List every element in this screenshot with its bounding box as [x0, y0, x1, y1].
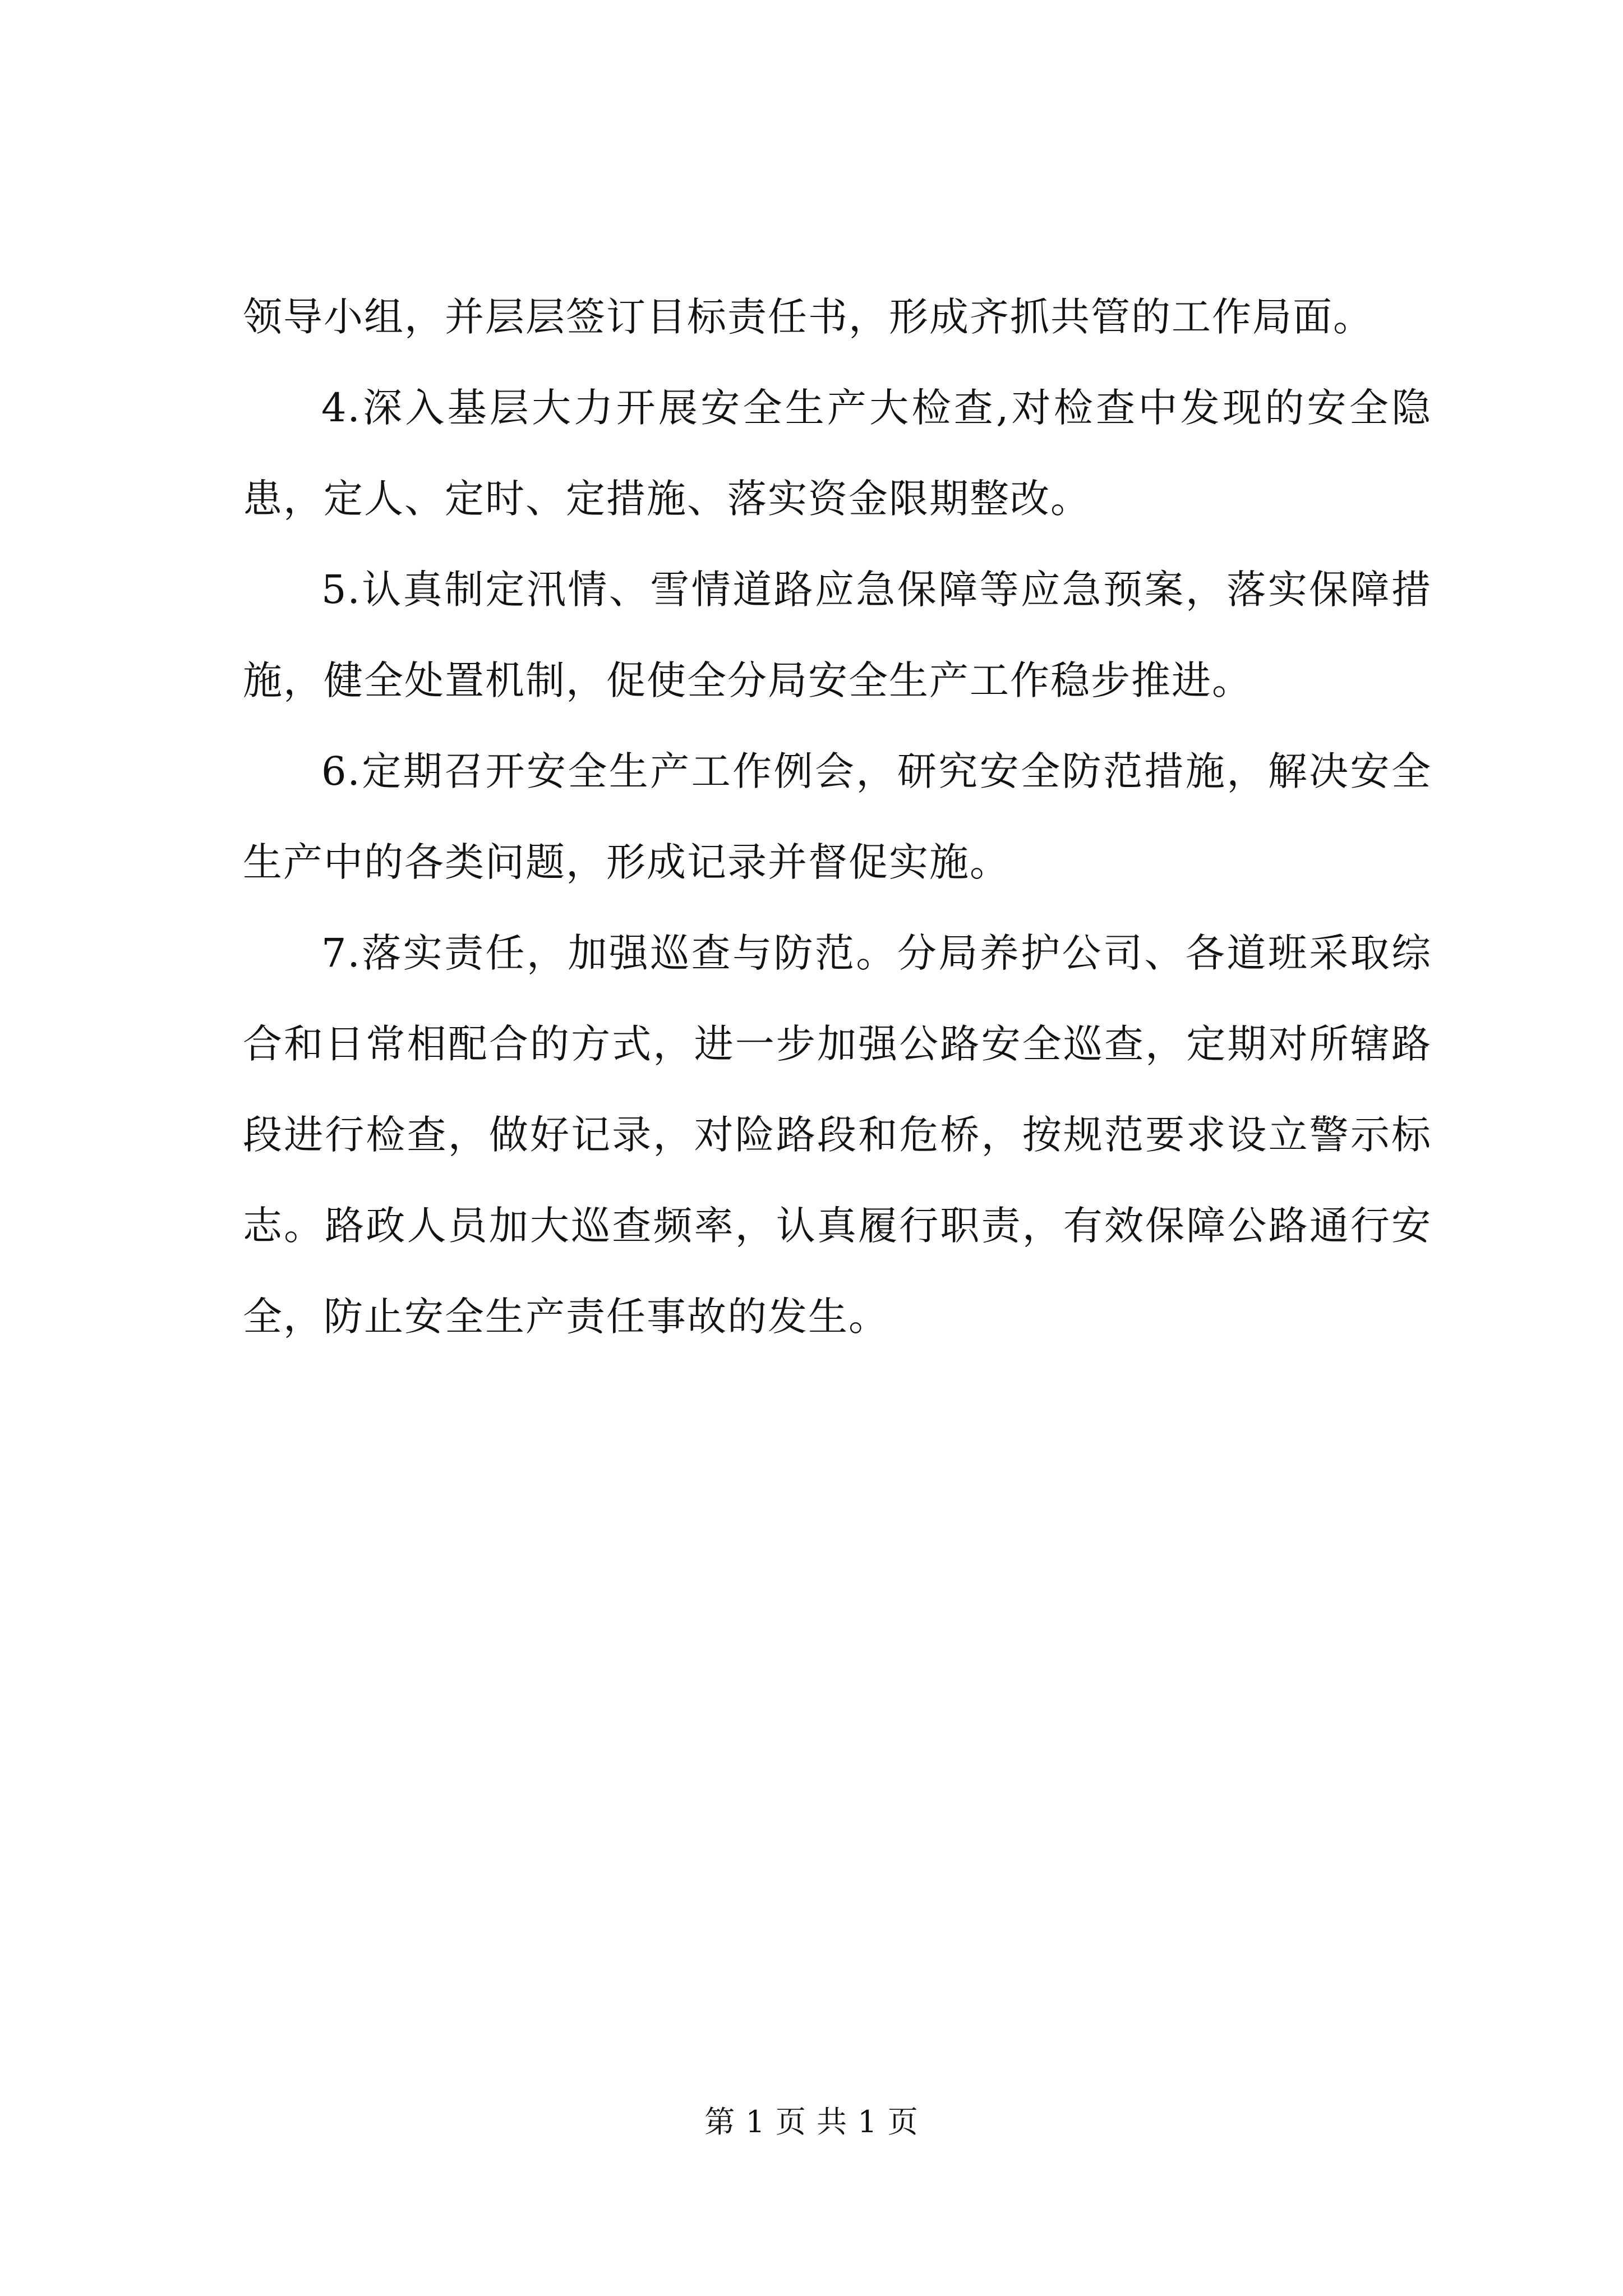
- paragraph-continued: 领导小组，并层层签订目标责任书，形成齐抓共管的工作局面。: [243, 294, 1373, 340]
- paragraph-item-4: 4.深入基层大力开展安全生产大检查,对检查中发现的安全隐患，定人、定时、定措施、落实资金限期整改。: [243, 385, 1432, 522]
- page-footer: 第 1 页 共 1 页: [704, 2104, 919, 2139]
- document-body: [243, 272, 1432, 1362]
- paragraph-item-6: 6.定期召开安全生产工作例会，研究安全防范措施，解决安全生产中的各类问题，形成记录并督促实施。: [243, 748, 1432, 885]
- paragraph-item-7: 7.落实责任，加强巡查与防范。分局养护公司、各道班采取综合和日常相配合的方式，进一步加强公路安全巡查，定期对所辖路段进行检查，做好记录，对险路段和危桥，按规范要求设立警示标志。路政人员加大巡查频率，认真履行职责，有效保障公路通行安全，防止安全生产责任事故的发生。: [243, 930, 1432, 1340]
- paragraph-item-5: 5.认真制定汛情、雪情道路应急保障等应急预案，落实保障措施，健全处置机制，促使全分局安全生产工作稳步推进。: [243, 567, 1432, 703]
